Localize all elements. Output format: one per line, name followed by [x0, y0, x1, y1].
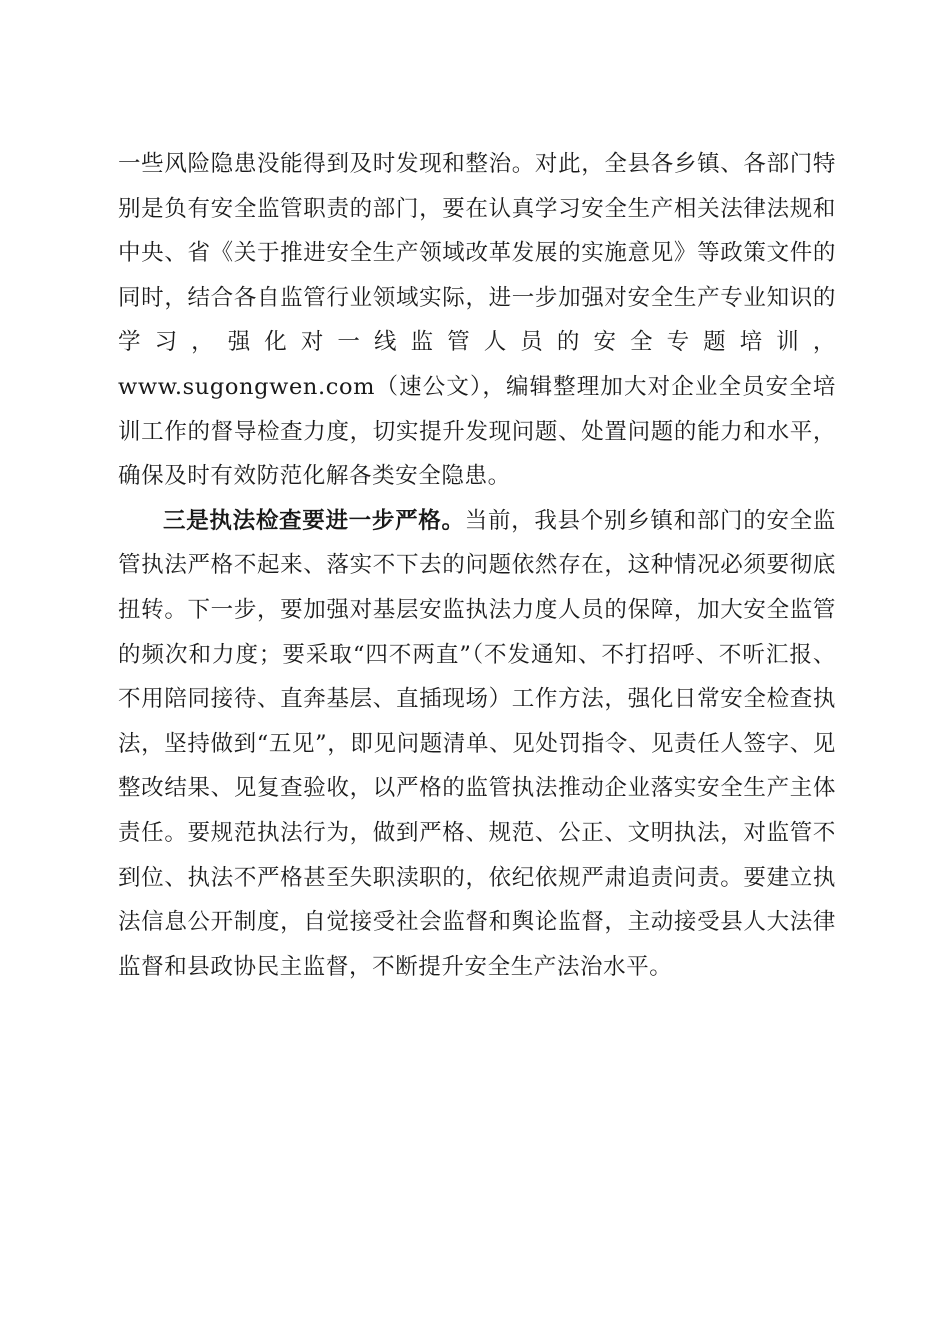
paragraph-body-text: 当前，我县个别乡镇和部门的安全监管执法严格不起来、落实不下去的问题依然存在，这种情况必须要彻底扭转。下一步，要加强对基层安监执法力度人员的保障，加大安全监管的频次和力度；要采取“四不两直”（不发通知、不打招呼、不听汇报、不用陪同接待、直奔基层、直插现场）工作方法，强化日常安全检查执法，坚持做到“五见”，即见问题清单、见处罚指令、见责任人签字、见整改结果、见复查验收，以严格的监管执法推动企业落实安全生产主体责任。要规范执法行为，做到严格、规范、公正、文明执法，对监管不到位、执法不严格甚至失职渎职的，依纪依规严肃追责问责。要建立执法信息公开制度，自觉接受社会监督和舆论监督，主动接受县人大法律监督和县政协民主监督，不断提升安全生产法治水平。 [118, 507, 836, 980]
paragraph-continuation: 一些风险隐患没能得到及时发现和整治。对此，全县各乡镇、各部门特别是负有安全监管职责的部门，要在认真学习安全生产相关法律法规和中央、省《关于推进安全生产领域改革发展的实施意见》等政策文件的同时，结合各自监管行业领域实际，进一步加强对安全生产专业知识的学习，强化对一线监管人员的安全专题培训，www.sugongwen.com（速公文），编辑整理加大对企业全员安全培训工作的督导检查力度，切实提升发现问题、处置问题的能力和水平，确保及时有效防范化解各类安全隐患。 [118, 151, 836, 490]
paragraph-lead-heading: 三是执法检查要进一步严格。 [163, 507, 465, 534]
document-body [118, 142, 836, 989]
paragraph-enforcement [118, 499, 836, 990]
